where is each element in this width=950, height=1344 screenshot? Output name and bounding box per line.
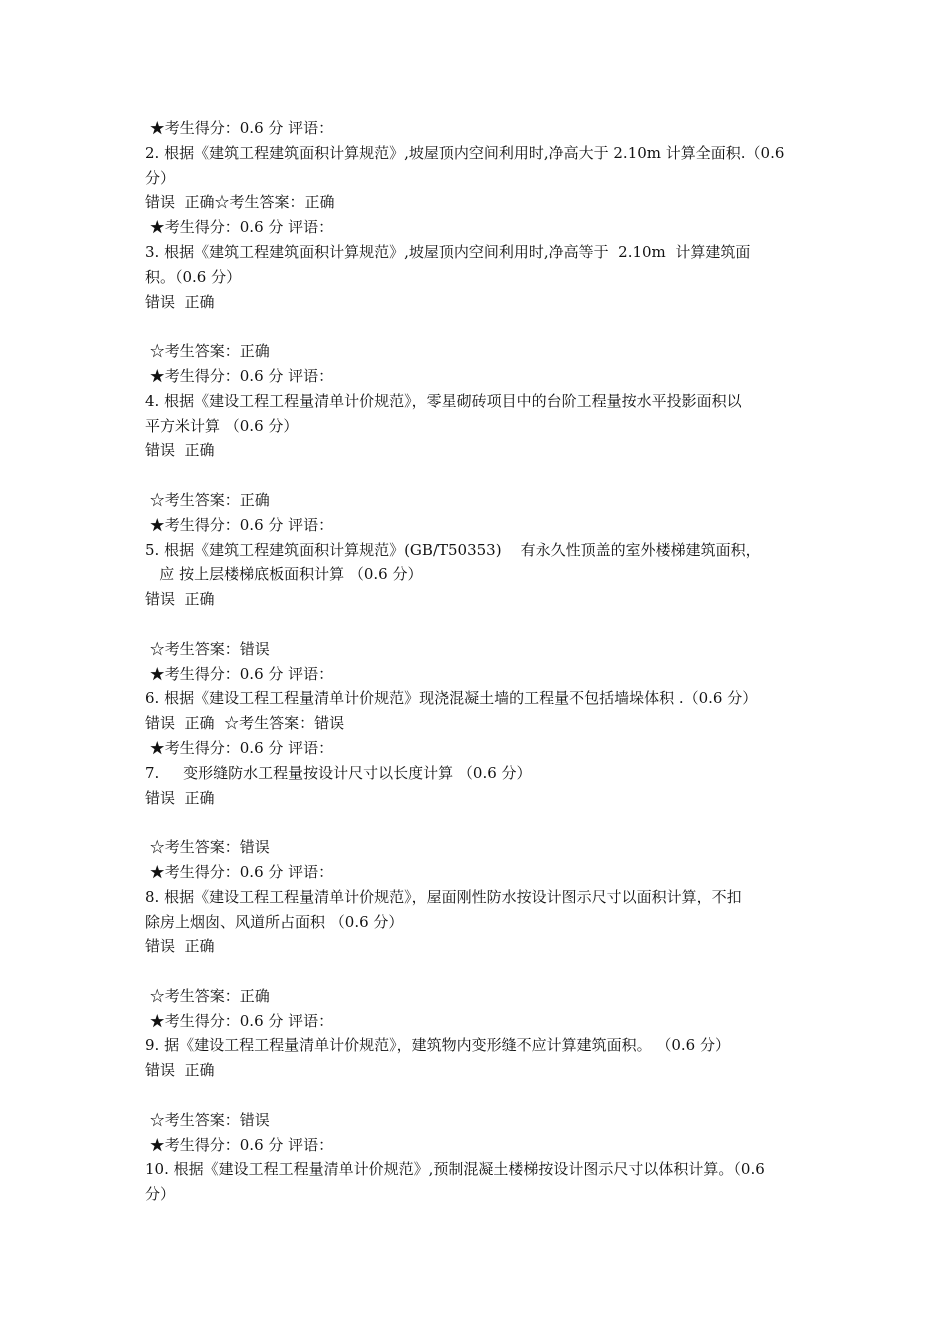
answer-line: ☆考生答案：错误 <box>145 639 270 658</box>
question-6: 6. 根据《建设工程工程量清单计价规范》现浇混凝土墙的工程量不包括墙垛体积 .（0.6 分） <box>145 689 758 708</box>
answer-line: ☆考生答案：正确 <box>145 490 270 509</box>
score-line: ★考生得分：0.6 分 评语： <box>145 515 334 534</box>
question-10-cont: 分） <box>145 1185 176 1204</box>
score-line: ★考生得分：0.6 分 评语： <box>145 862 334 881</box>
question-2: 2. 根据《建筑工程建筑面积计算规范》,坡屋顶内空间利用时,净高大于 2.10m 计算全面积.（0.6 <box>145 143 785 162</box>
blank-line <box>145 463 810 488</box>
question-9: 9. 据《建设工程工程量清单计价规范》，建筑物内变形缝不应计算建筑面积。 （0.6 分） <box>145 1036 730 1055</box>
options-line: 错误 正确 <box>145 590 215 609</box>
options-line: 错误 正确 <box>145 788 215 807</box>
question-8: 8. 根据《建设工程工程量清单计价规范》，屋面刚性防水按设计图示尺寸以面积计算，不扣 <box>145 887 742 906</box>
score-line: ★考生得分：0.6 分 评语： <box>145 218 334 237</box>
question-2-cont: 分） <box>145 168 176 187</box>
answer-line: ☆考生答案：正确 <box>145 342 270 361</box>
question-8-cont: 除房上烟囱、风道所占面积 （0.6 分） <box>145 912 404 931</box>
blank-line <box>145 959 810 984</box>
options-line: 错误 正确 <box>145 441 215 460</box>
score-line: ★考生得分：0.6 分 评语： <box>145 1011 334 1030</box>
blank-line <box>145 1083 810 1108</box>
blank-line <box>145 612 810 637</box>
options-line: 错误 正确 <box>145 937 215 956</box>
score-line: ★考生得分：0.6 分 评语： <box>145 664 334 683</box>
blank-line <box>145 810 810 835</box>
answer-line: ☆考生答案：错误 <box>145 838 270 857</box>
question-4-cont: 平方米计算 （0.6 分） <box>145 416 299 435</box>
question-10: 10. 根据《建设工程工程量清单计价规范》,预制混凝土楼梯按设计图示尺寸以体积计算。（0.6 <box>145 1160 765 1179</box>
answer-line: ☆考生答案：错误 <box>145 1110 270 1129</box>
question-4: 4. 根据《建设工程工程量清单计价规范》，零星砌砖项目中的台阶工程量按水平投影面积以 <box>145 391 742 410</box>
score-line: ★考生得分：0.6 分 评语： <box>145 1135 334 1154</box>
blank-line <box>145 314 810 339</box>
question-5-cont: 应 按上层楼梯底板面积计算 （0.6 分） <box>145 565 423 584</box>
options-answer-line: 错误 正确☆考生答案：正确 <box>145 193 335 212</box>
question-3-cont: 积。（0.6 分） <box>145 267 242 286</box>
options-line: 错误 正确 <box>145 292 215 311</box>
options-answer-line: 错误 正确 ☆考生答案：错误 <box>145 714 345 733</box>
question-3: 3. 根据《建筑工程建筑面积计算规范》,坡屋顶内空间利用时,净高等于 2.10m 计算建筑面 <box>145 242 751 261</box>
score-line: ★考生得分：0.6 分 评语： <box>145 738 334 757</box>
answer-line: ☆考生答案：正确 <box>145 986 270 1005</box>
question-7: 7. 变形缝防水工程量按设计尺寸以长度计算 （0.6 分） <box>145 763 532 782</box>
document-body <box>145 116 810 1207</box>
question-5: 5. 根据《建筑工程建筑面积计算规范》(GB/T50353) 有永久性顶盖的室外楼梯建筑面积， <box>145 540 761 559</box>
score-line: ★考生得分：0.6 分 评语： <box>145 366 334 385</box>
score-line: ★考生得分：0.6 分 评语： <box>145 119 334 137</box>
options-line: 错误 正确 <box>145 1061 215 1080</box>
